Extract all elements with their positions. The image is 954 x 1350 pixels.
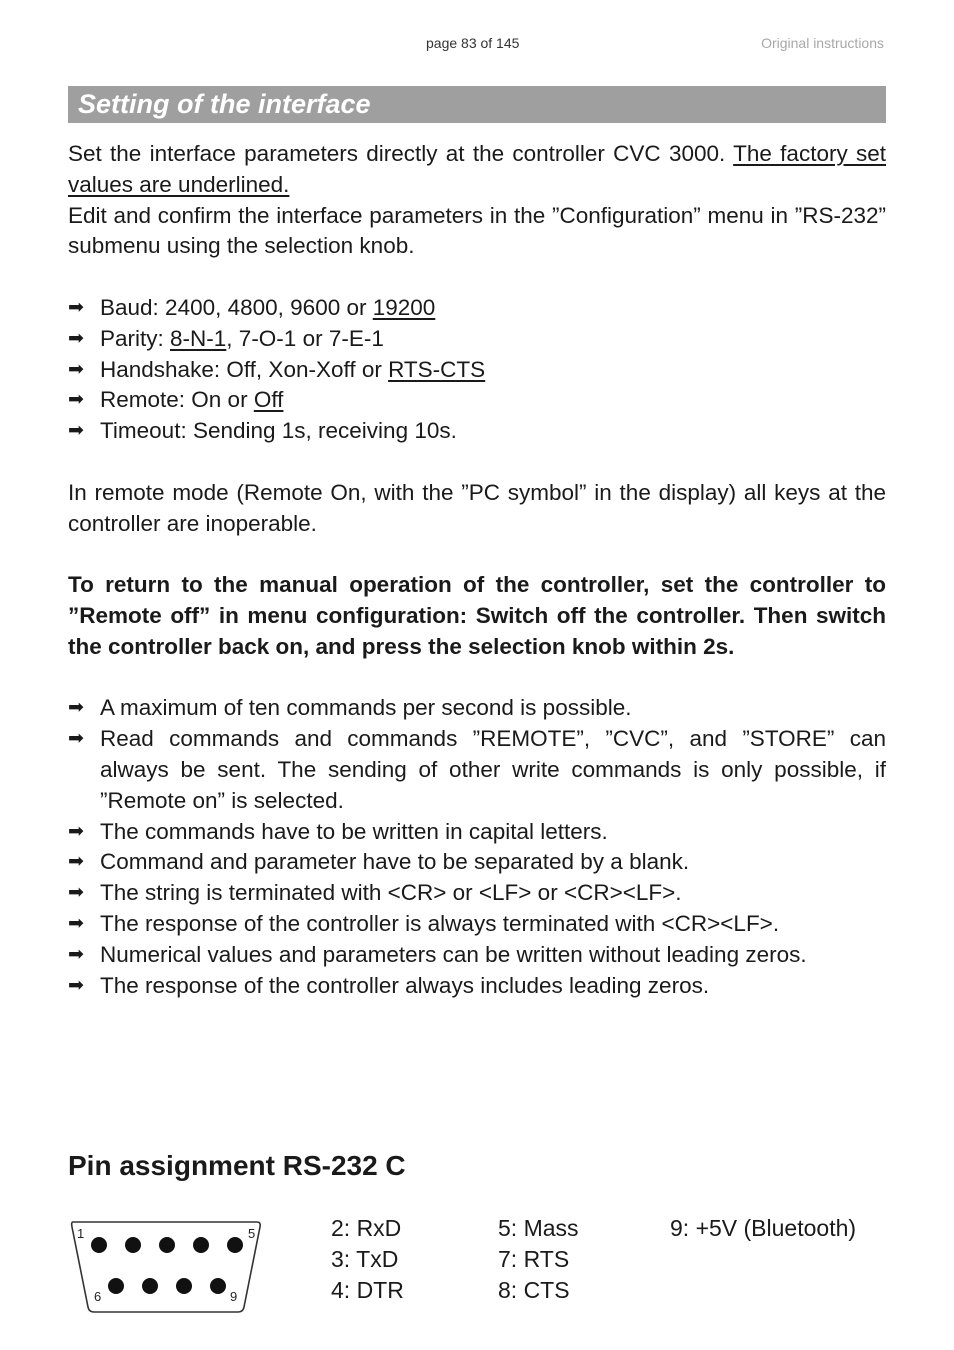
arrow-right-icon: ➡ xyxy=(68,851,84,873)
pin-entry: 9: +5V (Bluetooth) xyxy=(670,1215,857,1241)
arrow-right-icon: ➡ xyxy=(68,358,84,380)
pin-entry: 3: TxD xyxy=(331,1245,399,1272)
document-note: Original instructions xyxy=(761,35,884,51)
section-title: Setting of the interface xyxy=(78,89,371,119)
intro-underlined-text: The factory set values are underlined. xyxy=(68,141,886,197)
list-item: ➡ The response of the controller is always terminated with <CR><LF>. xyxy=(68,909,886,940)
pin-label-1: 1 xyxy=(77,1226,85,1241)
pin-label-9: 9 xyxy=(230,1289,238,1304)
arrow-right-icon: ➡ xyxy=(68,327,84,349)
pin-assignment-heading: Pin assignment RS-232 C xyxy=(68,1150,406,1181)
arrow-right-icon: ➡ xyxy=(68,882,84,904)
arrow-right-icon: ➡ xyxy=(68,697,84,719)
intro-text-2: Edit and confirm the interface parameters in the ”Configuration” menu in ”RS-232” submenu using the selection knob. xyxy=(68,202,886,259)
list-item: ➡ Numerical values and parameters can be written without leading zeros. xyxy=(68,940,886,971)
settings-list xyxy=(68,293,886,447)
pin-entry: 7: RTS xyxy=(498,1245,570,1272)
list-item: ➡ Remote: On or Off xyxy=(68,385,886,416)
pin-entry: 2: RxD xyxy=(331,1215,402,1241)
list-item: ➡ A maximum of ten commands per second is possible. xyxy=(68,693,886,724)
arrow-right-icon: ➡ xyxy=(68,912,84,934)
pin-column-2 xyxy=(498,1213,579,1305)
list-item: ➡ The string is terminated with <CR> or <LF> or <CR><LF>. xyxy=(68,878,886,909)
db9-connector-icon xyxy=(68,1217,264,1315)
page-content xyxy=(68,139,886,1001)
pin-entry: 5: Mass xyxy=(498,1215,579,1241)
page-header xyxy=(0,35,954,55)
arrow-right-icon: ➡ xyxy=(68,974,84,996)
arrow-right-icon: ➡ xyxy=(68,420,84,442)
pin-entry: 4: DTR xyxy=(331,1276,404,1303)
pin-column-1 xyxy=(331,1213,404,1305)
arrow-right-icon: ➡ xyxy=(68,389,84,411)
arrow-right-icon: ➡ xyxy=(68,820,84,842)
warning-paragraph: To return to the manual operation of the controller, set the controller to ”Remote off” in menu configuration: Switch off the controller. Then switch the controller back on, and press the selection knob within 2s. xyxy=(68,572,886,659)
list-item: ➡ The response of the controller always includes leading zeros. xyxy=(68,971,886,1002)
arrow-right-icon: ➡ xyxy=(68,943,84,965)
pin-column-3 xyxy=(670,1213,856,1244)
list-item: ➡ Baud: 2400, 4800, 9600 or 19200 xyxy=(68,293,886,324)
intro-paragraph xyxy=(68,139,886,262)
pin-label-5: 5 xyxy=(248,1226,256,1241)
list-item: ➡ Timeout: Sending 1s, receiving 10s. xyxy=(68,416,886,447)
pin-label-6: 6 xyxy=(94,1289,102,1304)
remote-note: In remote mode (Remote On, with the ”PC symbol” in the display) all keys at the controller are inoperable. xyxy=(68,479,886,536)
pin-entry: 8: CTS xyxy=(498,1276,570,1303)
list-item: ➡ Read commands and commands ”REMOTE”, ”CVC”, and ”STORE” can always be sent. The sending of other write commands is only possible, if ”Remote on” is selected. xyxy=(68,726,886,813)
intro-text: Set the interface parameters directly at the controller CVC 3000. xyxy=(68,141,734,166)
arrow-right-icon: ➡ xyxy=(68,728,84,750)
section-title-bar xyxy=(68,86,886,123)
list-item: ➡ Command and parameter have to be separated by a blank. xyxy=(68,847,886,878)
list-item: ➡ The commands have to be written in capital letters. xyxy=(68,817,886,848)
arrow-right-icon: ➡ xyxy=(68,296,84,318)
rules-list xyxy=(68,693,886,1001)
list-item: ➡ Handshake: Off, Xon-Xoff or RTS-CTS xyxy=(68,355,886,386)
list-item: ➡ Parity: 8-N-1, 7-O-1 or 7-E-1 xyxy=(68,324,886,355)
page-number: page 83 of 145 xyxy=(426,35,520,51)
